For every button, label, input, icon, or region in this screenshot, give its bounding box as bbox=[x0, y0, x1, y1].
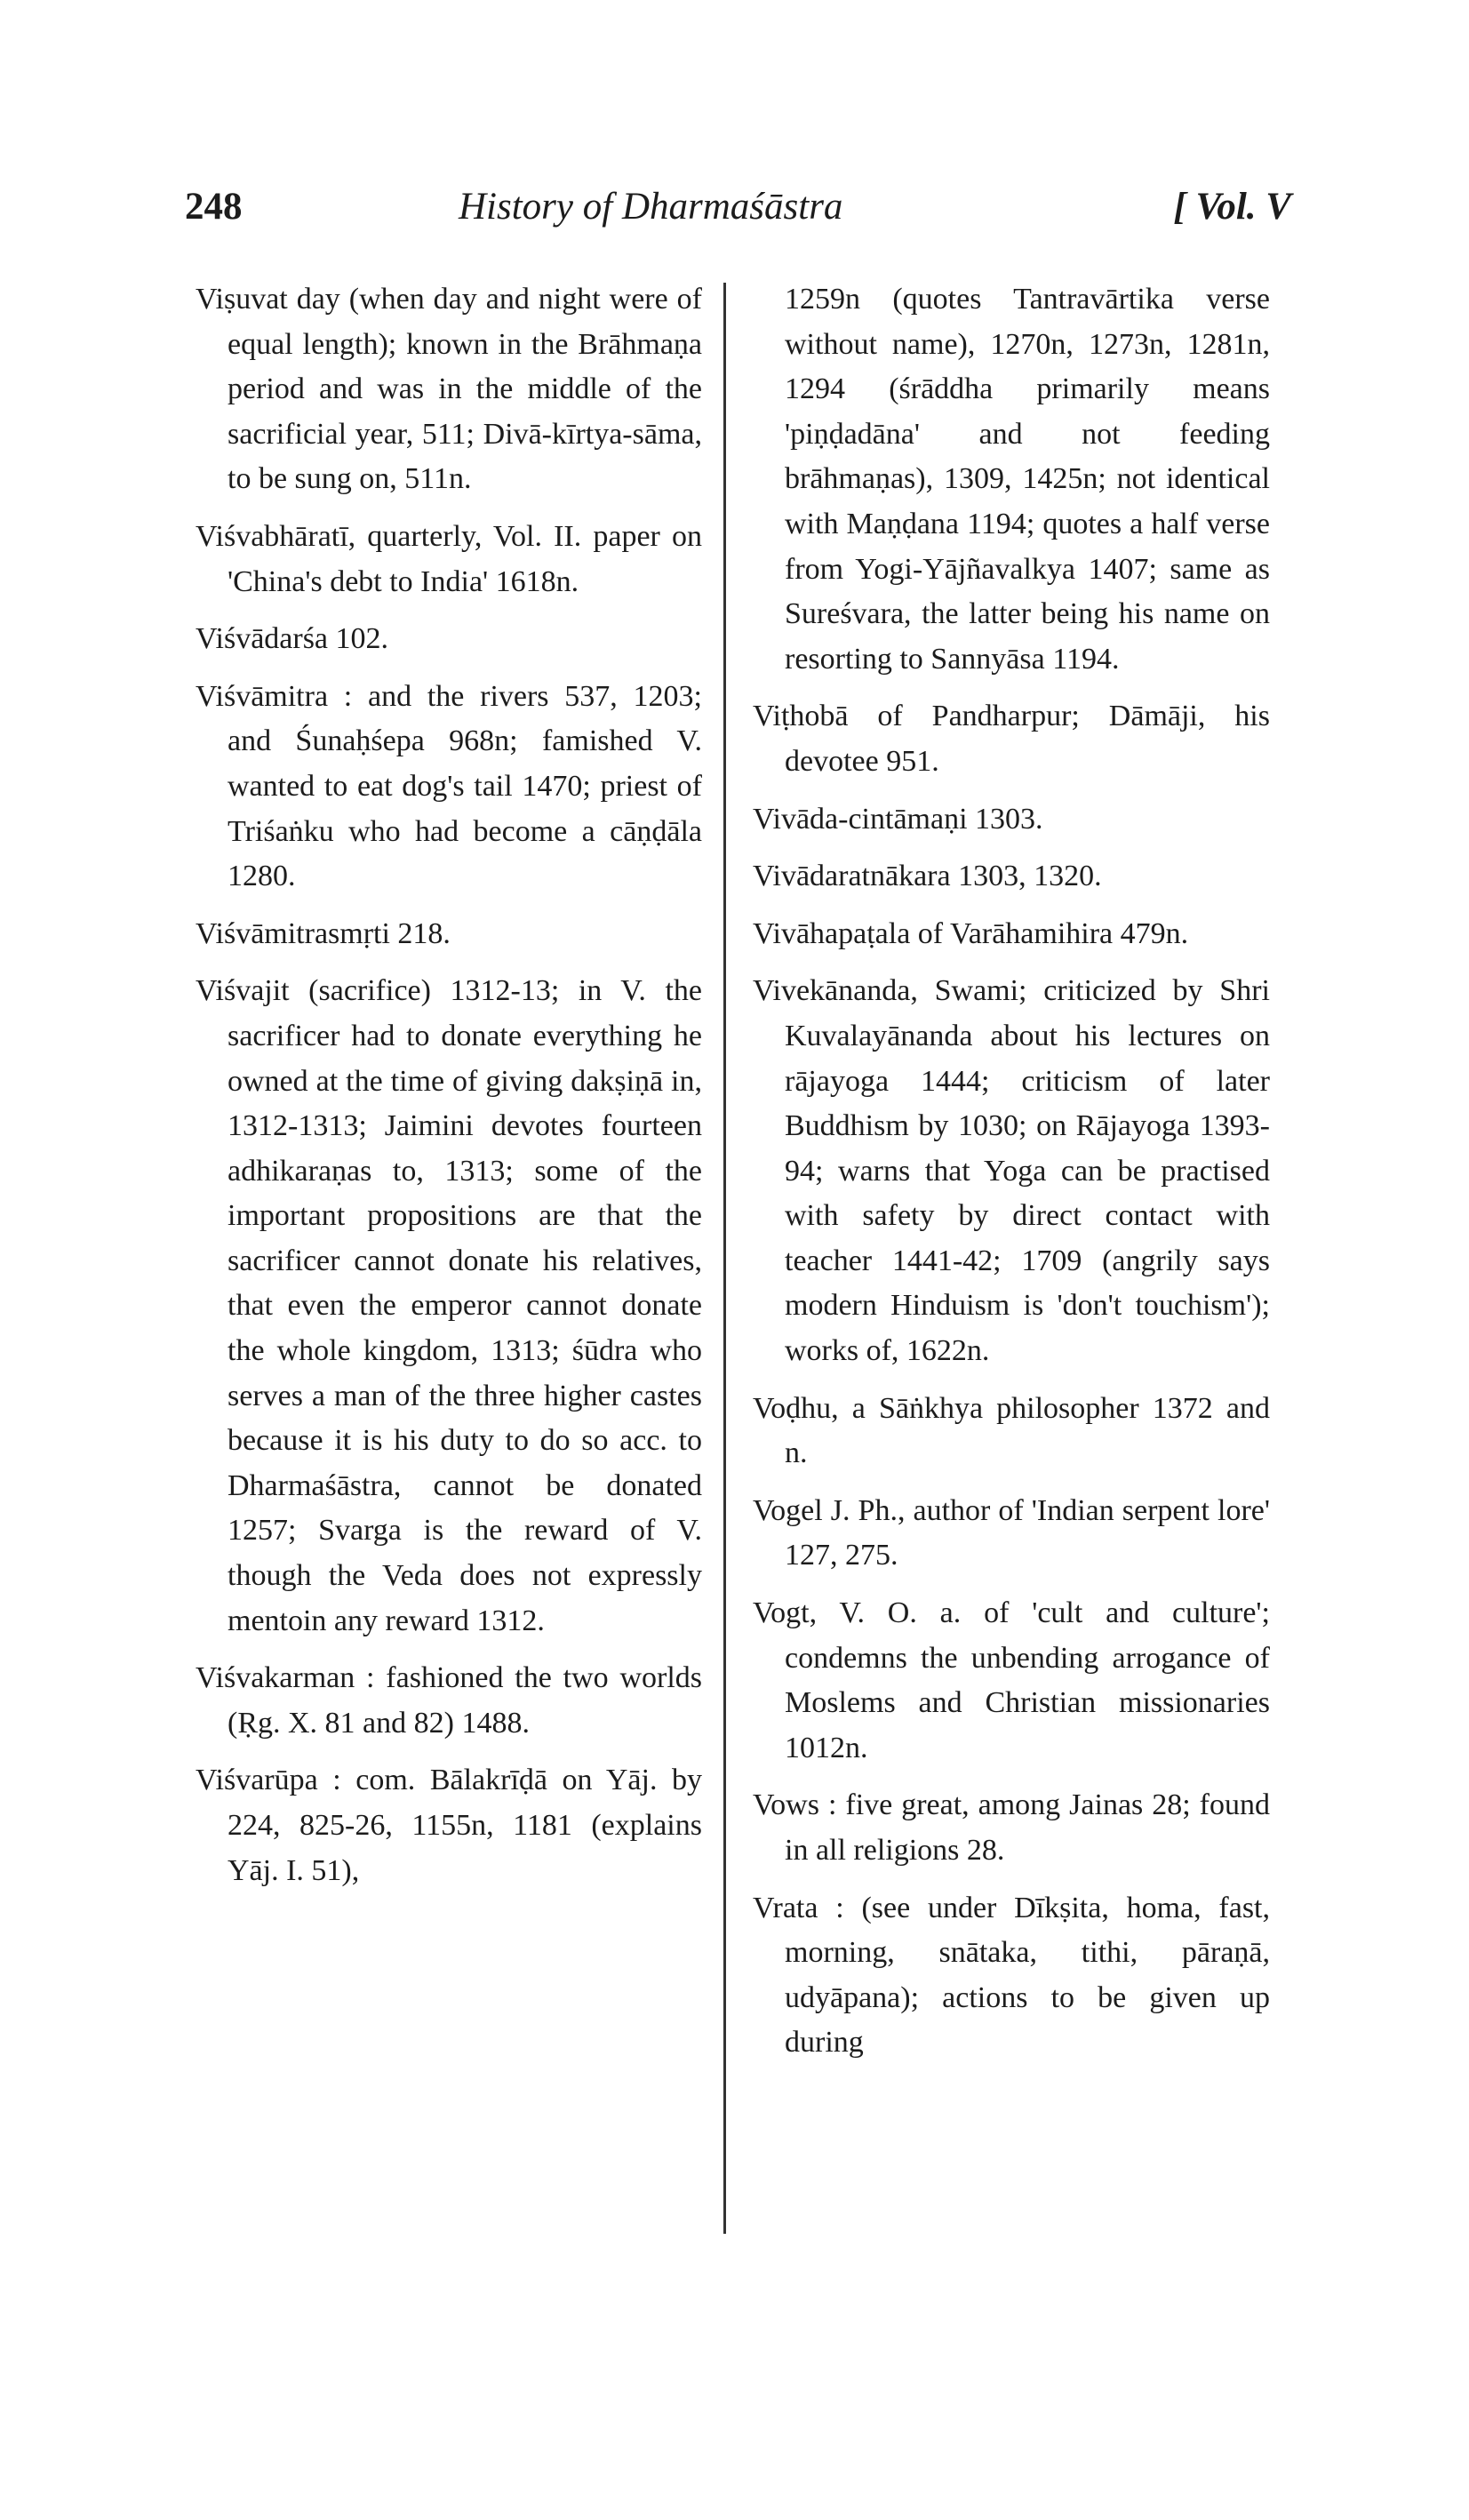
index-column-left bbox=[196, 277, 702, 1906]
column-divider bbox=[723, 283, 726, 2234]
index-entry: Viśvādarśa 102. bbox=[196, 622, 389, 656]
index-entry: Vrata : (see under Dīkṣita, homa, fast, morning, snātaka, tithi, pāraṇā, udyāpana); actions to be given up during bbox=[753, 1891, 1270, 2060]
index-entry: Voḍhu, a Sāṅkhya philosopher 1372 and n. bbox=[753, 1391, 1270, 1470]
index-entry: Viśvāmitrasmṛti 218. bbox=[196, 916, 451, 950]
index-entry: Viśvāmitra : and the rivers 537, 1203; and Śunaḥśepa 968n; famished V. wanted to eat dog's tail 1470; priest of Triśaṅku who had become a cāṇḍāla 1280. bbox=[196, 679, 702, 893]
running-title: History of Dharmaśāstra bbox=[459, 186, 843, 228]
index-entry: Vivādaratnākara 1303, 1320. bbox=[753, 860, 1102, 893]
index-entry-continued: 1259n (quotes Tantravārtika verse without name), 1270n, 1273n, 1281n, 1294 (śrāddha primarily means 'piṇḍadāna' and not feeding brāhmaṇas), 1309, 1425n; not identical with Maṇḍana 1194; quotes a half verse from Yogi-Yājñavalkya 1407; same as Sureśvara, the latter being his name on resorting to Sannyāsa 1194. bbox=[785, 283, 1270, 676]
index-entry: Viṣuvat day (when day and night were of equal length); known in the Brāhmaṇa period and was in the middle of the sacrificial year, 511; Divā-kīrtya-sāma, to be sung on, 511n. bbox=[196, 283, 702, 496]
index-entry: Vogt, V. O. a. of 'cult and culture'; condemns the unbending arrogance of Moslems and Christian missionaries 1012n. bbox=[753, 1596, 1270, 1764]
page-header bbox=[185, 185, 1291, 238]
index-entry: Viśvajit (sacrifice) 1312-13; in V. the sacrificer had to donate everything he owned at the time of giving dakṣiṇā in, 1312-1313; Jaimini devotes fourteen adhikaraṇas to, 1313; some of the important propositions are that the sacrificer cannot donate his relatives, that even the emperor cannot donate the whole kingdom, 1313; śūdra who serves a man of the three higher castes because it is his duty to do so acc. to Dharmaśāstra, cannot be donated 1257; Svarga is the reward of V. though the Veda does not expressly mentoin any reward 1312. bbox=[196, 974, 702, 1637]
index-entry: Vows : five great, among Jainas 28; found in all religions 28. bbox=[753, 1788, 1270, 1867]
index-entry: Viśvakarman : fashioned the two worlds (Ṛg. X. 81 and 82) 1488. bbox=[196, 1661, 702, 1740]
page-number: 248 bbox=[185, 186, 243, 228]
index-entry: Vogel J. Ph., author of 'Indian serpent lore' 127, 275. bbox=[753, 1493, 1270, 1572]
index-entry: Viśvarūpa : com. Bālakrīḍā on Yāj. by 224, 825-26, 1155n, 1181 (explains Yāj. I. 51), bbox=[196, 1764, 702, 1887]
index-column-right bbox=[753, 277, 1270, 2078]
volume-label: [ Vol. V bbox=[1173, 186, 1291, 228]
index-entry: Vivekānanda, Swami; criticized by Shri Kuvalayānanda about his lectures on rājayoga 1444; criticism of later Buddhism by 1030; on Rājayoga 1393-94; warns that Yoga can be practised with safety by direct contact with teacher 1441-42; 1709 (angrily says modern Hinduism is 'don't touchism'); works of, 1622n. bbox=[753, 974, 1270, 1368]
index-entry: Viṭhobā of Pandharpur; Dāmāji, his devotee 951. bbox=[753, 700, 1270, 778]
index-entry: Vivāhapaṭala of Varāhamihira 479n. bbox=[753, 916, 1189, 950]
index-entry: Vivāda-cintāmaṇi 1303. bbox=[753, 802, 1043, 836]
index-entry: Viśvabhāratī, quarterly, Vol. II. paper on 'China's debt to India' 1618n. bbox=[196, 519, 702, 598]
